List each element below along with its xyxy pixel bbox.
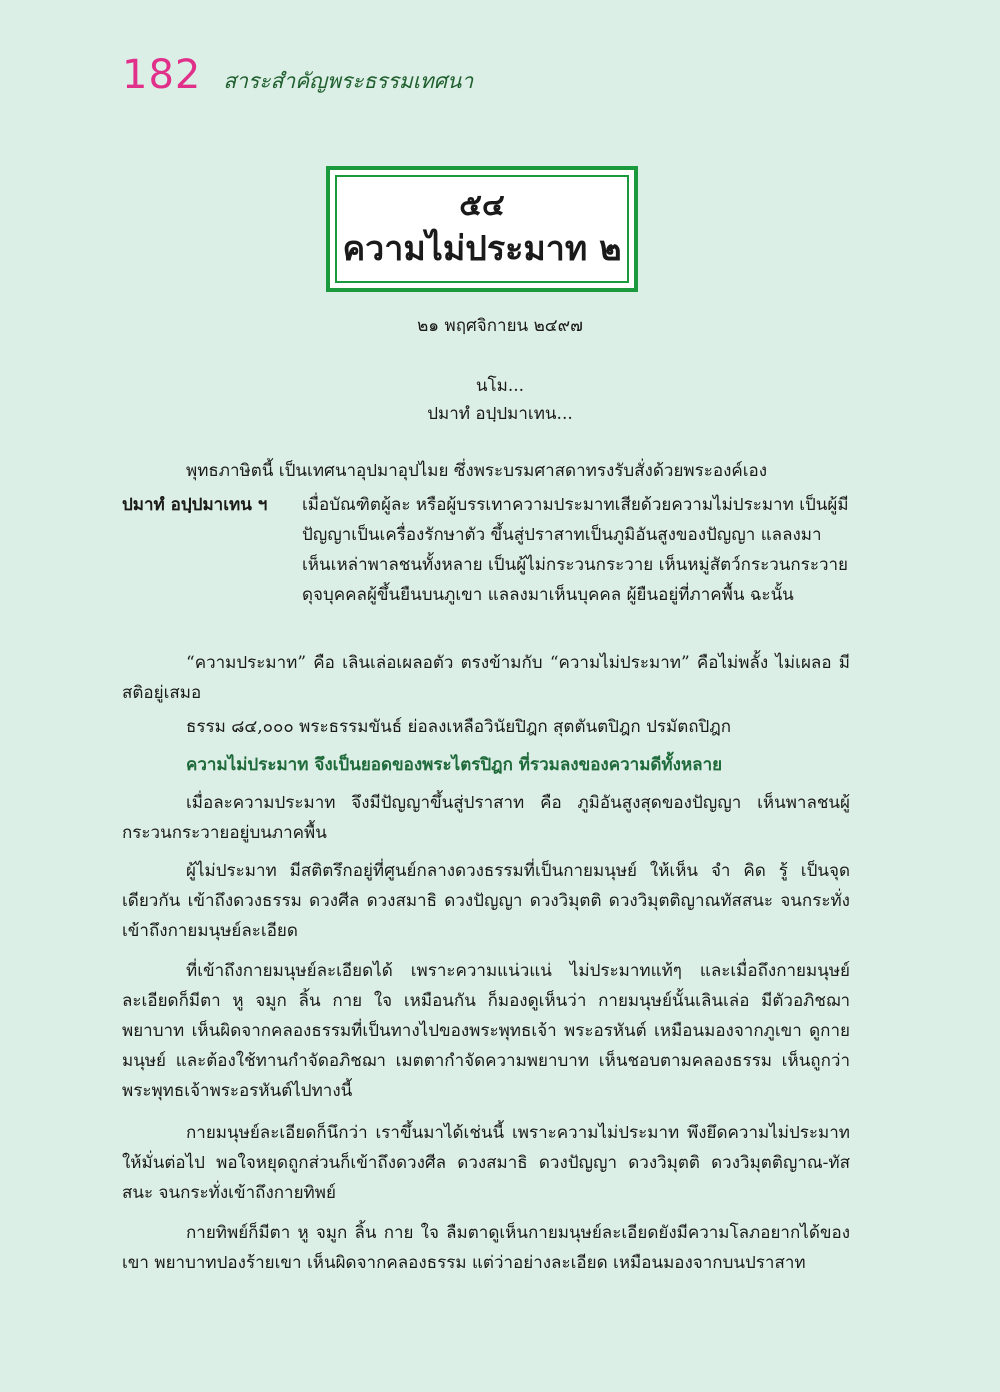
chapter-title-frame — [335, 175, 629, 283]
running-title: สาระสำคัญพระธรรมเทศนา — [223, 69, 474, 93]
paragraph-definition: “ความประมาท” คือ เลินเล่อเผลอตัว ตรงข้ามกับ “ความไม่ประมาท” คือไม่พลั้ง ไม่เผลอ มีสติอยู่เสมอ — [122, 653, 850, 703]
pali-verse-label: ปมาทํ อปฺปมาเทน ฯ — [122, 495, 268, 515]
page-number: 182 — [122, 52, 202, 98]
paragraph-mindful: ผู้ไม่ประมาท มีสติตรึกอยู่ที่ศูนย์กลางดวงธรรมที่เป็นกายมนุษย์ ให้เห็น จำ คิด รู้ เป็นจุดเดียวกัน เข้าถึงดวงธรรม ดวงศีล ดวงสมาธิ ดวงปัญญา ดวงวิมุตติ ดวงวิมุตติญาณทัสสนะ จนกระทั่งเข้าถึงกายมนุษย์ละเอียด — [122, 861, 850, 941]
pali-verse-explanation: เมื่อบัณฑิตผู้ละ หรือผู้บรรเทาความประมาทเสียด้วยความไม่ประมาท เป็นผู้มีปัญญาเป็นเครื่องรักษาตัว ขึ้นสู่ปราสาทเป็นภูมิอันสูงของปัญญา แลลงมาเห็นเหล่าพาลชนทั้งหลาย เป็นผู้ไม่กระวนกระวาย เห็นหมู่สัตว์กระวนกระวาย ดุจบุคคลผู้ขึ้นยืนบนภูเขา แลลงมาเห็นบุคคล ผู้ยืนอยู่ที่ภาคพื้น ฉะนั้น — [302, 495, 849, 605]
chapter-title-box — [326, 166, 638, 292]
paragraph-intro: พุทธภาษิตนี้ เป็นเทศนาอุปมาอุปไมย ซึ่งพระบรมศาสดาทรงรับสั่งด้วยพระองค์เอง — [186, 461, 768, 481]
highlight-statement: ความไม่ประมาท จึงเป็นยอดของพระไตรปิฎก ที่รวมลงของความดีทั้งหลาย — [186, 755, 723, 775]
verse-line-1: นโม... — [475, 376, 525, 396]
verse-line-2: ปมาทํ อปฺปมาเทน... — [427, 404, 573, 424]
sermon-date: ๒๑ พฤศจิกายน ๒๔๙๗ — [417, 316, 583, 336]
paragraph-divine-body: กายทิพย์ก็มีตา หู จมูก ลิ้น กาย ใจ ลืมตาดูเห็นกายมนุษย์ละเอียดยังมีความโลภอยากได้ของเขา พยาบาทปองร้ายเขา เห็นผิดจากคลองธรรม แต่ว่าอย่างละเอียด เหมือนมองจากบนปราสาท — [122, 1223, 850, 1273]
paragraph-dhamma: ธรรม ๘๔,๐๐๐ พระธรรมขันธ์ ย่อลงเหลือวินัยปิฎก สุตตันตปิฎก ปรมัตถปิฎก — [186, 717, 732, 737]
page-header — [122, 52, 473, 102]
chapter-number: ๕๔ — [459, 188, 505, 223]
paragraph-refined-body: ที่เข้าถึงกายมนุษย์ละเอียดได้ เพราะความแน่วแน่ ไม่ประมาทแท้ๆ และเมื่อถึงกายมนุษย์ละเอียดก็มีตา หู จมูก ลิ้น กาย ใจ เหมือนกัน ก็มองดูเห็นว่า กายมนุษย์นั้นเลินเล่อ มีตัวอภิชฌา พยาบาท เห็นผิดจากคลองธรรมที่เป็นทางไปของพระพุทธเจ้า พระอรหันต์ เหมือนมองจากภูเขา ดูกายมนุษย์ และต้องใช้ทานกำจัดอภิชฌา เมตตากำจัดความพยาบาท เห็นชอบตามคลองธรรม เห็นถูกว่าพระพุทธเจ้าพระอรหันต์ไปทางนี้ — [122, 961, 850, 1101]
paragraph-abandon: เมื่อละความประมาท จึงมีปัญญาขึ้นสู่ปราสาท คือ ภูมิอันสูงสุดของปัญญา เห็นพาลชนผู้กระวนกระวายอยู่บนภาคพื้น — [122, 793, 850, 843]
paragraph-heedfulness: กายมนุษย์ละเอียดก็นึกว่า เราขึ้นมาได้เช่นนี้ เพราะความไม่ประมาท พึงยึดความไม่ประมาทให้มั่นต่อไป พอใจหยุดถูกส่วนก็เข้าถึงดวงศีล ดวงสมาธิ ดวงปัญญา ดวงวิมุตติ ดวงวิมุตติญาณ-ทัสสนะ จนกระทั่งเข้าถึงกายทิพย์ — [122, 1123, 850, 1203]
chapter-title: ความไม่ประมาท ๒ — [342, 229, 622, 269]
